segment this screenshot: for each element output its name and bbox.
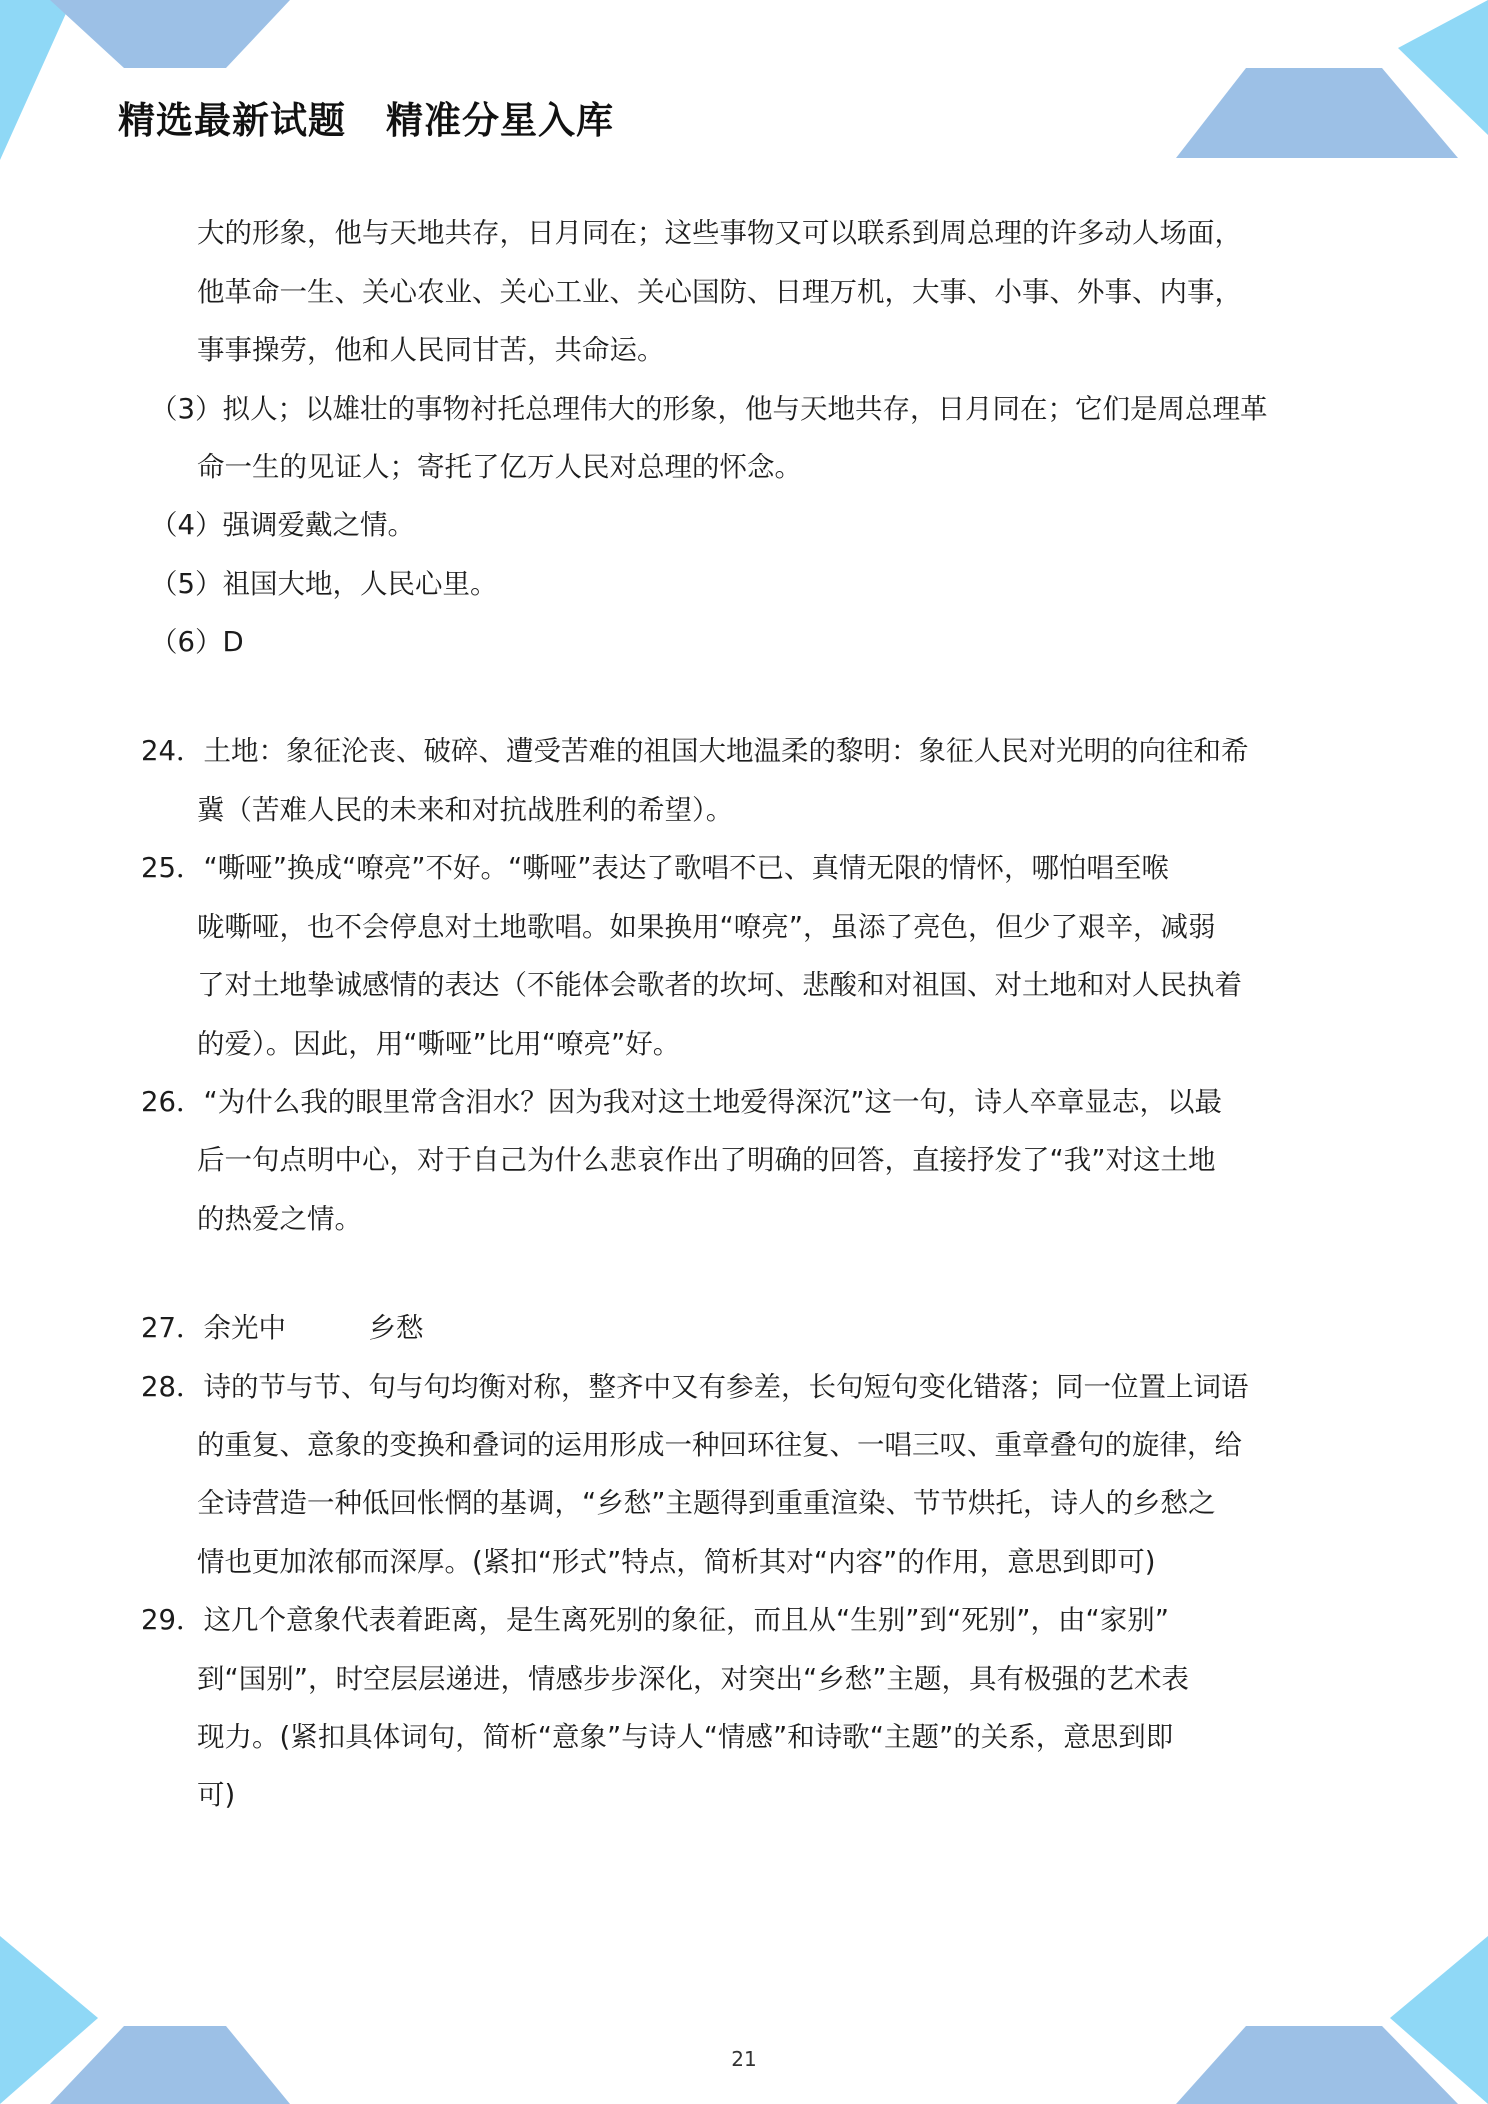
text-line: （4）强调爱戴之情。 — [150, 509, 415, 541]
text-line: 他革命一生、关心农业、关心工业、关心国防、日理万机，大事、小事、外事、内事， — [197, 276, 1242, 308]
text-line: 后一句点明中心，对于自己为什么悲哀作出了明确的回答，直接抒发了“我”对这土地 — [197, 1144, 1216, 1176]
text-line: 全诗营造一种低回怅惘的基调，“乡愁”主题得到重重渲染、节节烘托，诗人的乡愁之 — [197, 1487, 1216, 1519]
text-line: 大的形象，他与天地共存，日月同在；这些事物又可以联系到周总理的许多动人场面， — [197, 217, 1242, 249]
text-line: 咙嘶哑，也不会停息对土地歌唱。如果换用“嘹亮”，虽添了亮色，但少了艰辛，减弱 — [197, 911, 1216, 943]
top-left-triangle-shape — [0, 0, 72, 160]
text-line: （6）D — [150, 626, 244, 658]
text-line: 事事操劳，他和人民同甘苦，共命运。 — [197, 334, 665, 366]
header-title-part1: 精选最新试题 — [118, 99, 346, 142]
text-line: 命一生的见证人；寄托了亿万人民对总理的怀念。 — [197, 451, 802, 483]
top-right-trapezoid-shape — [1176, 68, 1458, 158]
text-line: 了对土地挚诚感情的表达（不能体会歌者的坎坷、悲酸和对祖国、对土地和对人民执着 — [197, 969, 1242, 1001]
text-line: 29．这几个意象代表着距离，是生离死别的象征，而且从“生别”到“死别”，由“家别” — [141, 1604, 1169, 1636]
top-right-triangle-shape — [1398, 0, 1488, 135]
text-line: 冀（苦难人民的未来和对抗战胜利的希望）。 — [197, 794, 734, 826]
text-line: 28．诗的节与节、句与句均衡对称，整齐中又有参差，长句短句变化错落；同一位置上词语 — [141, 1371, 1249, 1403]
text-line: 25．“嘶哑”换成“嘹亮”不好。“嘶哑”表达了歌唱不已、真情无限的情怀，哪怕唱至喉 — [141, 852, 1169, 884]
bottom-left-triangle-shape — [0, 1936, 98, 2104]
text-line: 的重复、意象的变换和叠词的运用形成一种回环往复、一唱三叹、重章叠句的旋律，给 — [197, 1429, 1242, 1461]
header-title-part2: 精准分星入库 — [386, 99, 614, 142]
top-left-trapezoid-shape — [50, 0, 290, 68]
text-line: 的热爱之情。 — [197, 1203, 362, 1235]
text-line: （3）拟人；以雄壮的事物衬托总理伟大的形象，他与天地共存，日月同在；它们是周总理革 — [150, 393, 1268, 425]
text-line: 情也更加浓郁而深厚。(紧扣“形式”特点，简析其对“内容”的作用，意思到即可) — [197, 1546, 1156, 1578]
text-line: 到“国别”，时空层层递进，情感步步深化，对突出“乡愁”主题，具有极强的艺术表 — [197, 1663, 1189, 1695]
text-line: 26．“为什么我的眼里常含泪水？因为我对这土地爱得深沉”这一句，诗人卒章显志，以最 — [141, 1086, 1222, 1118]
text-line: 的爱）。因此，用“嘶哑”比用“嘹亮”好。 — [197, 1028, 681, 1060]
header-title — [118, 90, 614, 144]
page-number: 21 — [731, 2047, 757, 2071]
bottom-right-triangle-shape — [1390, 1936, 1488, 2104]
text-line: 可) — [197, 1779, 236, 1811]
text-line: （5）祖国大地，人民心里。 — [150, 568, 498, 600]
text-line: 现力。(紧扣具体词句，简析“意象”与诗人“情感”和诗歌“主题”的关系，意思到即 — [197, 1721, 1174, 1753]
text-line: 24．土地：象征沦丧、破碎、遭受苦难的祖国大地温柔的黎明：象征人民对光明的向往和希 — [141, 735, 1249, 767]
text-line: 27．余光中 乡愁 — [141, 1312, 424, 1344]
